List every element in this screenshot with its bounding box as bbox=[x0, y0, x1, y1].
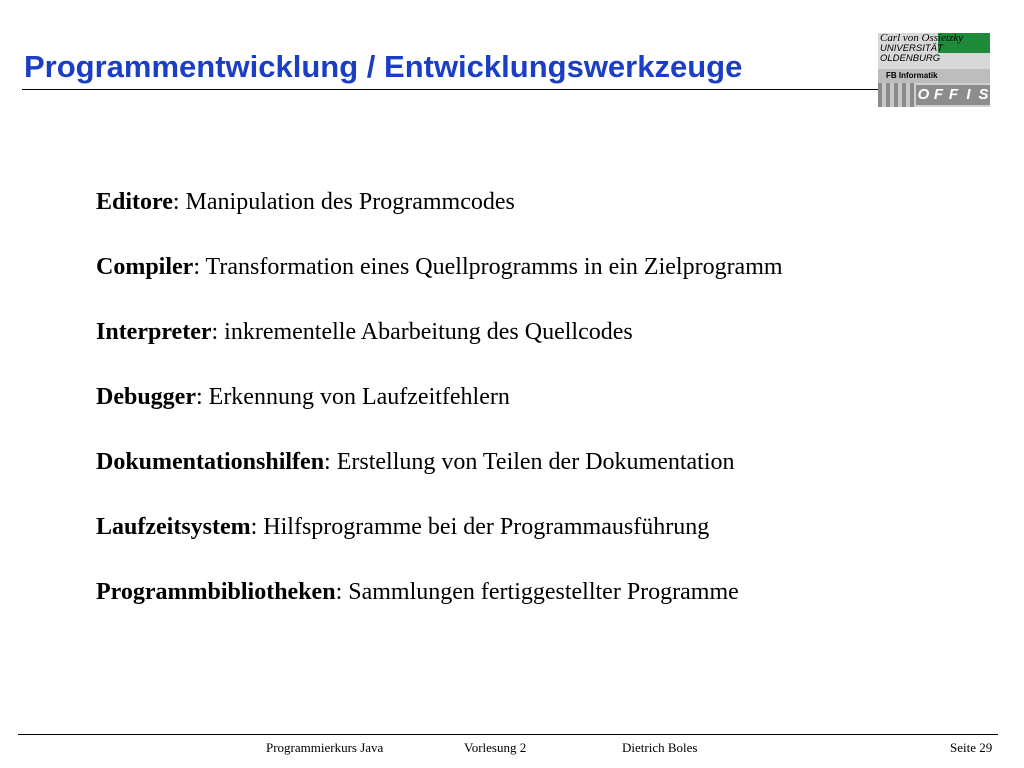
list-item-term: Dokumentationshilfen bbox=[96, 449, 325, 475]
list-item bbox=[96, 249, 976, 285]
university-logo bbox=[878, 33, 990, 107]
list-item bbox=[96, 314, 976, 350]
list-item-description: : inkrementelle Abarbeitung des Quellcodes bbox=[211, 319, 633, 345]
logo-university-line2: OLDENBURG bbox=[880, 53, 941, 64]
footer-page-number: Seite 29 bbox=[950, 740, 993, 755]
footer-lecture: Vorlesung 2 bbox=[464, 740, 527, 755]
logo-offis bbox=[914, 83, 990, 107]
logo-offis-letter: F bbox=[946, 85, 961, 105]
logo-offis-letter: O bbox=[917, 86, 930, 103]
logo-offis-letter: S bbox=[976, 85, 990, 105]
logo-offis-letter: I bbox=[961, 85, 976, 105]
list-item-description: : Erstellung von Teilen der Dokumentation bbox=[324, 449, 735, 475]
list-item bbox=[96, 509, 976, 545]
logo-stripes bbox=[878, 83, 914, 107]
logo-department-label: FB Informatik bbox=[886, 71, 938, 80]
list-item-description: : Manipulation des Programmcodes bbox=[172, 189, 515, 215]
footer-course: Programmierkurs Java bbox=[266, 740, 384, 755]
logo-university-line1: UNIVERSITÄT bbox=[880, 43, 943, 54]
list-item bbox=[96, 379, 976, 415]
logo-university-name bbox=[880, 44, 943, 64]
list-item-description: : Sammlungen fertiggestellter Programme bbox=[335, 579, 739, 605]
logo-signature: Carl von Ossietzky bbox=[880, 33, 964, 44]
list-item-description: : Hilfsprogramme bei der Programmausführung bbox=[250, 514, 710, 540]
list-item-term: Interpreter bbox=[96, 319, 212, 345]
logo-offis-letter: F bbox=[931, 85, 946, 105]
list-item bbox=[96, 574, 976, 610]
list-item-description: : Erkennung von Laufzeitfehlern bbox=[195, 384, 510, 410]
slide-title: Programmentwicklung / Entwicklungswerkzeuge bbox=[24, 49, 743, 84]
footer-divider bbox=[18, 734, 998, 735]
list-item-term: Programmbibliotheken bbox=[96, 579, 336, 605]
tool-list bbox=[96, 184, 976, 639]
list-item-term: Compiler bbox=[96, 254, 194, 280]
footer-author: Dietrich Boles bbox=[622, 740, 698, 755]
list-item bbox=[96, 184, 976, 220]
title-divider bbox=[22, 89, 878, 90]
list-item-term: Debugger bbox=[96, 384, 196, 410]
list-item-description: : Transformation eines Quellprogramms in ein Zielprogramm bbox=[193, 254, 783, 280]
logo-department-bar bbox=[878, 69, 990, 83]
list-item bbox=[96, 444, 976, 480]
list-item-term: Laufzeitsystem bbox=[96, 514, 251, 540]
list-item-term: Editore bbox=[96, 189, 173, 215]
